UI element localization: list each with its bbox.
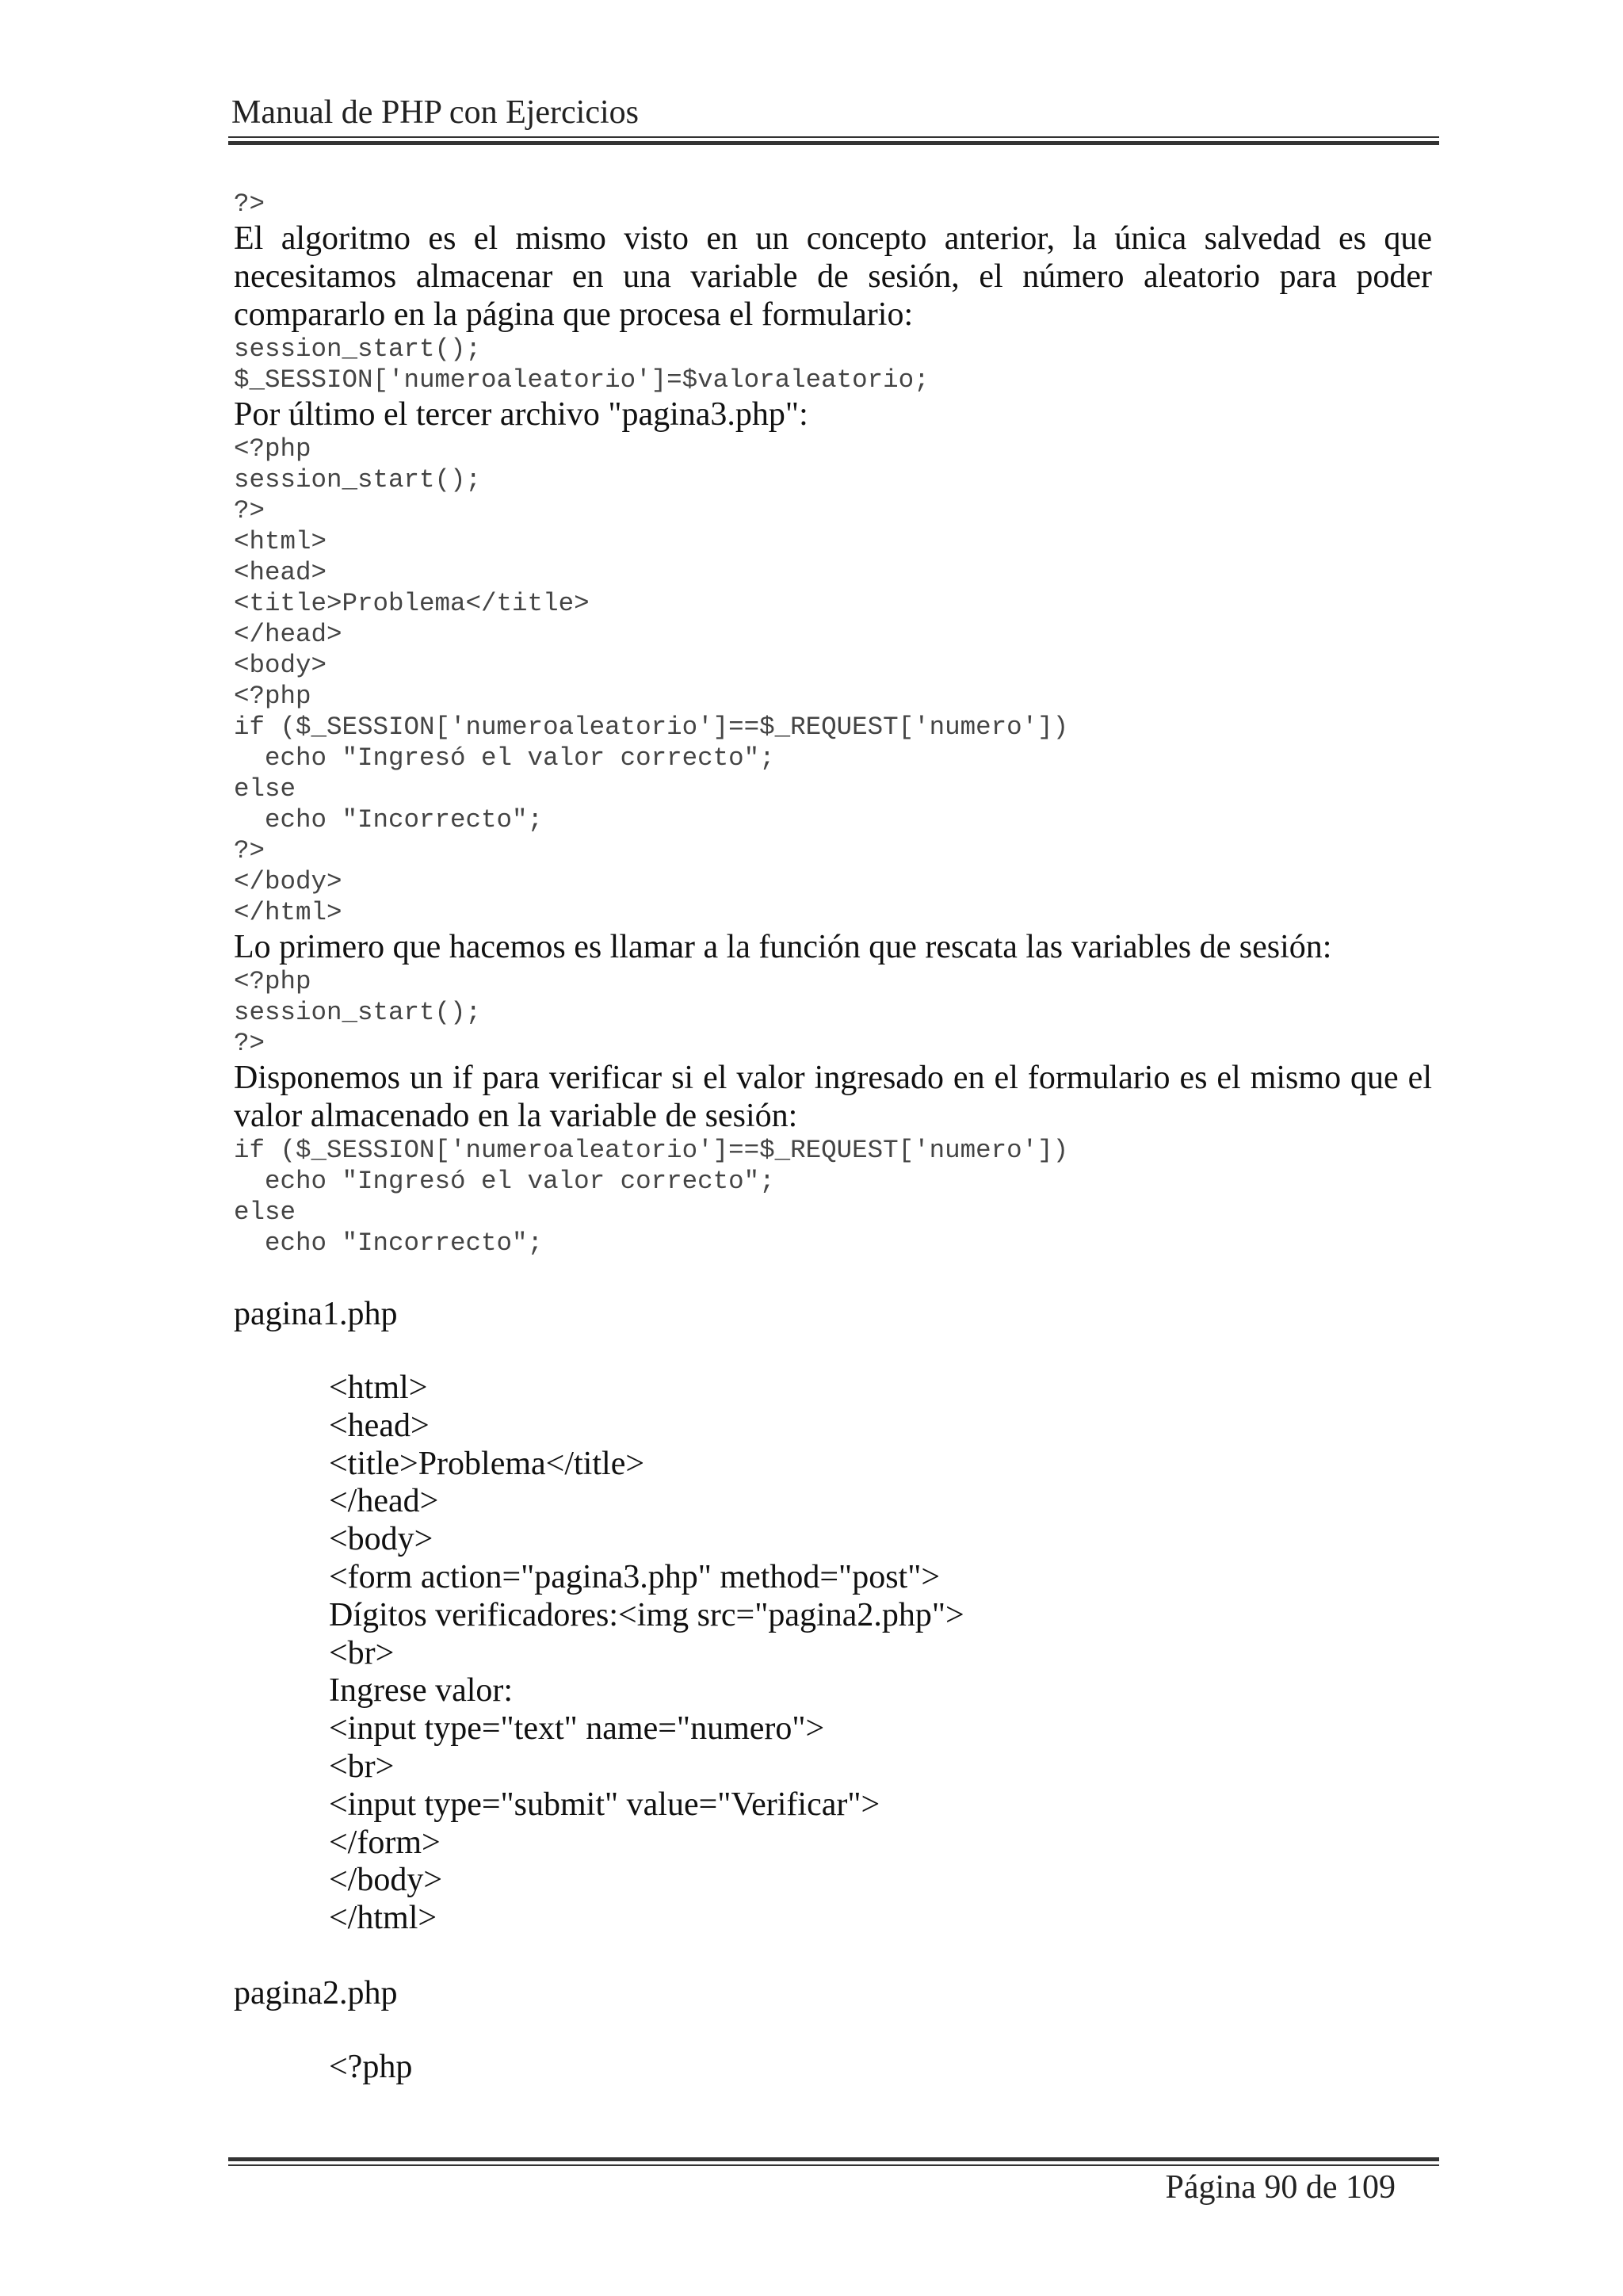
code-block: if ($_SESSION['numeroaleatorio']==$_REQUEST['numero']) echo "Ingresó el valor correcto"; else echo "Incorrecto"; [234,1136,1069,1258]
paragraph: Lo primero que hacemos es llamar a la función que rescata las variables de sesión: [234,929,1332,965]
file-label: pagina1.php [234,1296,398,1332]
paragraph: Disponemos un if para verificar si el valor ingresado en el formulario es el mismo que el valor almacenado en la variable de sesión: [234,1060,1432,1134]
page-number: Página 90 de 109 [1165,2169,1396,2206]
code-block: <?php session_start(); ?> <html> <head> <title>Problema</title> </head> <body> <?php if ($_SESSION['numeroaleatorio']==$_REQUEST['numero']) echo "Ingresó el valor correcto"; else echo "Incorrecto"; ?> </body> </html> [234,434,1069,927]
header-title: Manual de PHP con Ejercicios [231,94,639,131]
header-rule-thick [228,141,1439,145]
file-listing: <?php [329,2048,413,2085]
paragraph: Por último el tercer archivo "pagina3.php": [234,396,808,433]
file-label: pagina2.php [234,1974,398,2011]
footer-rule-thin [228,2164,1439,2166]
page-content [234,189,1432,2087]
paragraph: El algoritmo es el mismo visto en un concepto anterior, la única salvedad es que necesitamos almacenar en una variable de sesión, el número aleatorio para poder compararlo en la página que procesa el formulario: [234,220,1432,333]
code-block: session_start(); $_SESSION['numeroaleatorio']=$valoraleatorio; [234,334,930,395]
code-block: <?php session_start(); ?> [234,967,482,1058]
header-rule-thin [228,136,1439,138]
footer-rule-thick [228,2157,1439,2161]
file-listing: <html> <head> <title>Problema</title> </head> <body> <form action="pagina3.php" method="post"> Dígitos verificadores:<img src="pagina2.php"> <br> Ingrese valor: <input type="text" name="numero"> <br> <input type="submit" value="Verificar"> </form> </body> </html> [329,1370,964,1937]
code-block: ?> [234,189,265,219]
